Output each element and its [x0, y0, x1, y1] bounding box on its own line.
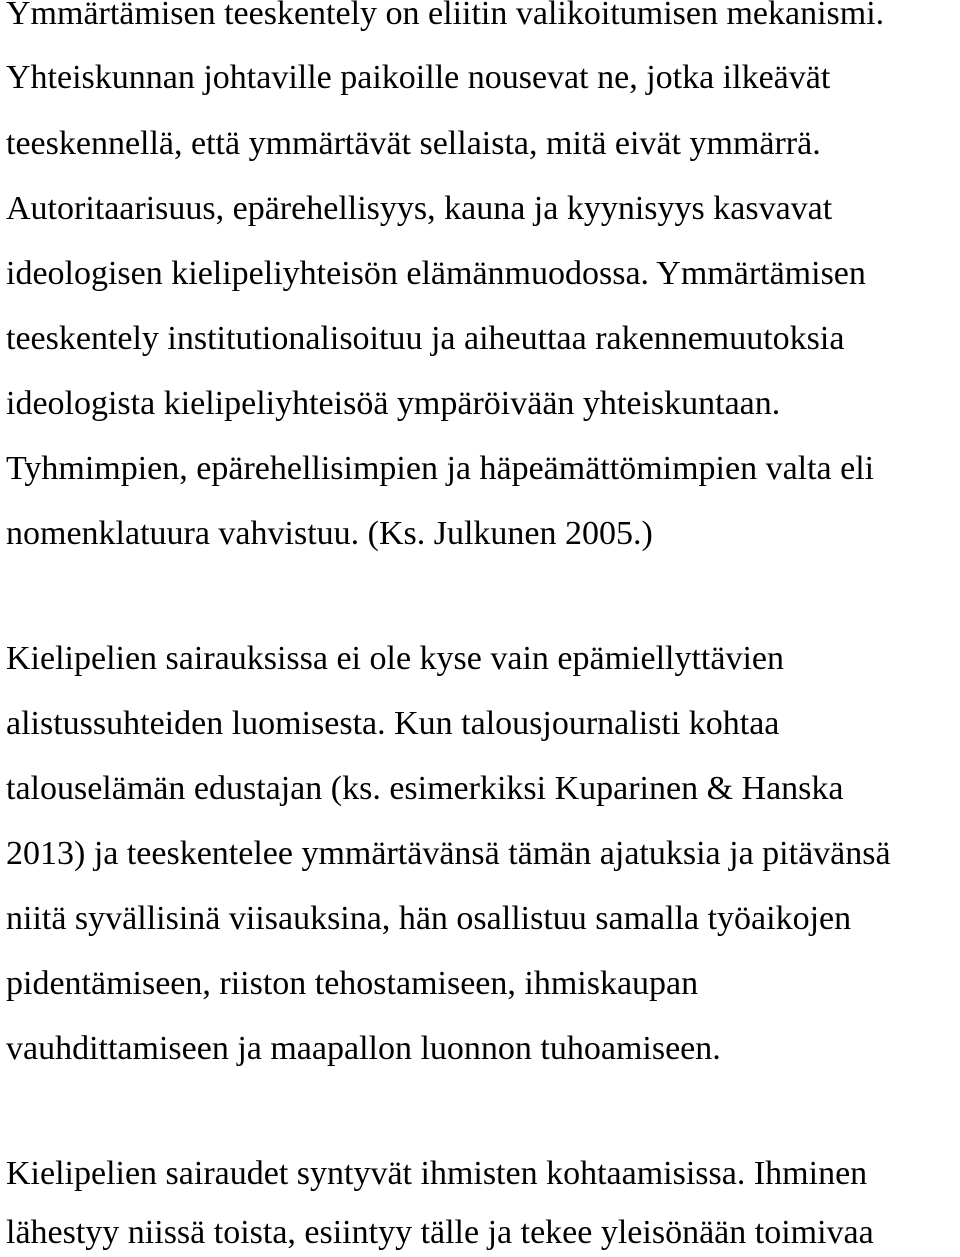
paragraph-1-line-5: ideologisen kielipeliyhteisön elämänmuodossa. Ymmärtämisen: [6, 255, 866, 292]
paragraph-2-line-3: talouselämän edustajan (ks. esimerkiksi Kuparinen & Hanska: [6, 770, 844, 807]
paragraph-1-line-3: teeskennellä, että ymmärtävät sellaista, mitä eivät ymmärrä.: [6, 125, 821, 162]
paragraph-1-line-9: nomenklatuura vahvistuu. (Ks. Julkunen 2005.): [6, 515, 653, 552]
paragraph-2-line-4: 2013) ja teeskentelee ymmärtävänsä tämän ajatuksia ja pitävänsä: [6, 835, 891, 872]
paragraph-1-line-2: Yhteiskunnan johtaville paikoille nousevat ne, jotka ilkeävät: [6, 59, 831, 96]
paragraph-2-line-6: pidentämiseen, riiston tehostamiseen, ihmiskaupan: [6, 965, 699, 1002]
paragraph-3-line-2: lähestyy niissä toista, esiintyy tälle ja tekee yleisönään toimivaa: [6, 1214, 874, 1251]
paragraph-1-line-4: Autoritaarisuus, epärehellisyys, kauna ja kyynisyys kasvavat: [6, 190, 833, 227]
paragraph-1-line-1: Ymmärtämisen teeskentely on eliitin valikoitumisen mekanismi.: [6, 0, 885, 32]
paragraph-1-line-7: ideologista kielipeliyhteisöä ympäröivään yhteiskuntaan.: [6, 385, 781, 422]
paragraph-2-line-2: alistussuhteiden luomisesta. Kun talousjournalisti kohtaa: [6, 705, 780, 742]
paragraph-1-line-6: teeskentely institutionalisoituu ja aiheuttaa rakennemuutoksia: [6, 320, 845, 357]
paragraph-2-line-7: vauhdittamiseen ja maapallon luonnon tuhoamiseen.: [6, 1030, 721, 1067]
paragraph-2-line-5: niitä syvällisinä viisauksina, hän osallistuu samalla työaikojen: [6, 900, 852, 937]
paragraph-2-line-1: Kielipelien sairauksissa ei ole kyse vain epämiellyttävien: [6, 640, 784, 677]
paragraph-3-line-1: Kielipelien sairaudet syntyvät ihmisten kohtaamisissa. Ihminen: [6, 1155, 868, 1192]
paragraph-1-line-8: Tyhmimpien, epärehellisimpien ja häpeämättömimpien valta eli: [6, 450, 875, 487]
